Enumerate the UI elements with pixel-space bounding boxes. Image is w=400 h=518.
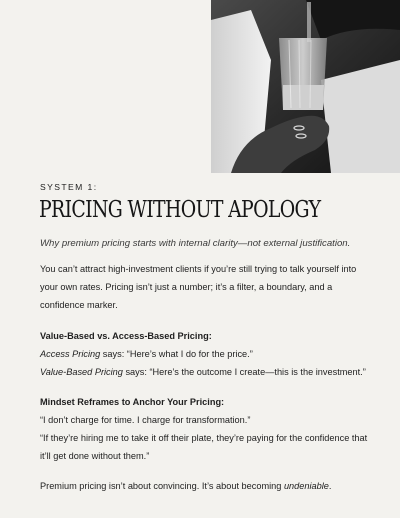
mindset-section <box>40 393 375 465</box>
hero-photo <box>211 0 400 173</box>
value-pricing-line <box>40 363 375 381</box>
access-pricing-line <box>40 345 375 363</box>
closing-emphasis: undeniable <box>283 481 329 491</box>
photo-illustration <box>211 0 400 173</box>
access-pricing-text: says: “Here’s what I do for the price.” <box>100 349 253 359</box>
page-subtitle: Why premium pricing starts with internal clarity—not external justification. <box>40 238 351 249</box>
mindset-quote: it’ll get done without them.” <box>40 451 150 461</box>
page-title: PRICING WITHOUT APOLOGY <box>39 197 321 223</box>
pricing-models-section <box>40 327 375 381</box>
closing-text: Premium pricing isn’t about convincing. It’s about becoming <box>40 481 284 491</box>
value-pricing-term: Value-Based Pricing <box>40 367 123 377</box>
closing-end: . <box>328 481 332 491</box>
section-heading: Mindset Reframes to Anchor Your Pricing: <box>40 397 225 407</box>
section-heading: Value-Based vs. Access-Based Pricing: <box>40 331 212 341</box>
intro-paragraph <box>40 260 375 314</box>
section-eyebrow: SYSTEM 1: <box>40 182 98 192</box>
mindset-quote: “I don’t charge for time. I charge for transformation.” <box>40 415 251 425</box>
closing-statement <box>40 477 375 495</box>
access-pricing-term: Access Pricing <box>40 349 101 359</box>
intro-line: your own rates. Pricing isn’t just a number; it’s a filter, a boundary, and a <box>40 282 333 292</box>
mindset-quote: “If they’re hiring me to take it off their plate, they’re paying for the confidence that <box>40 433 368 443</box>
value-pricing-text: says: “Here’s the outcome I create—this is the investment.” <box>122 367 366 377</box>
intro-line: confidence marker. <box>40 300 118 310</box>
intro-line: You can’t attract high-investment clients if you’re still trying to talk yourself into <box>40 264 357 274</box>
